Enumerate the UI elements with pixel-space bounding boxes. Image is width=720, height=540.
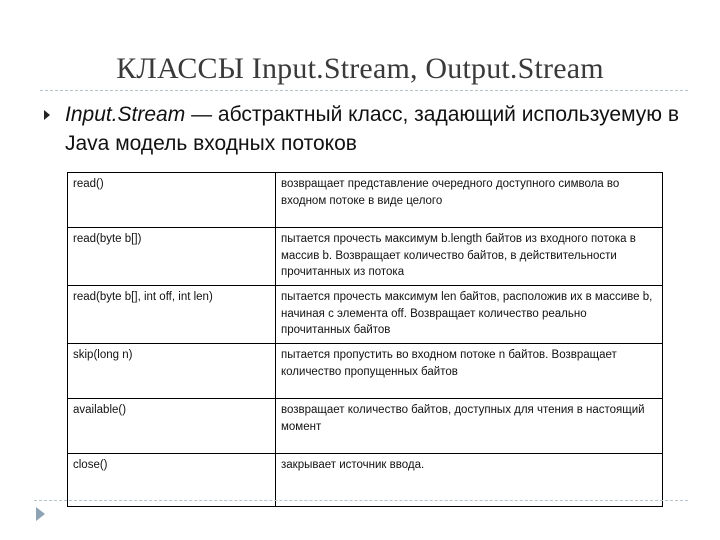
methods-table <box>67 172 663 507</box>
slide-title: КЛАССЫ Input.Stream, Output.Stream <box>116 52 604 85</box>
method-description: закрывает источник ввода. <box>276 454 663 507</box>
method-description: пытается пропустить во входном потоке n байтов. Возвращает количество пропущенных байтов <box>276 344 663 399</box>
bullet-description: — абстрактный класс, задающий используемую в Java модель входных потоков <box>65 103 680 155</box>
method-signature: read() <box>68 173 276 228</box>
method-signature: available() <box>68 399 276 454</box>
bullet-term: Input.Stream <box>65 103 186 126</box>
method-signature: close() <box>68 454 276 507</box>
bullet-text <box>65 100 685 158</box>
table-row <box>68 454 663 507</box>
footer-divider <box>34 500 688 501</box>
table-row <box>68 344 663 399</box>
method-description: пытается прочесть максимум b.length байтов из входного потока в массив b. Возвращает количество байтов, в действительности прочитанных из потока <box>276 228 663 286</box>
method-signature: skip(long n) <box>68 344 276 399</box>
method-description: пытается прочесть максимум len байтов, расположив их в массиве b, начиная с элемента off. Возвращает количество реально прочитанных байтов <box>276 286 663 344</box>
table-row <box>68 173 663 228</box>
slide-marker-icon <box>36 507 45 521</box>
method-description: возвращает представление очередного доступного символа во входном потоке в виде целого <box>276 173 663 228</box>
table-row <box>68 399 663 454</box>
table-row <box>68 228 663 286</box>
table-row <box>68 286 663 344</box>
bullet-arrow-icon <box>44 110 50 120</box>
method-signature: read(byte b[], int off, int len) <box>68 286 276 344</box>
method-signature: read(byte b[]) <box>68 228 276 286</box>
method-description: возвращает количество байтов, доступных для чтения в настоящий момент <box>276 399 663 454</box>
title-divider <box>40 90 688 91</box>
